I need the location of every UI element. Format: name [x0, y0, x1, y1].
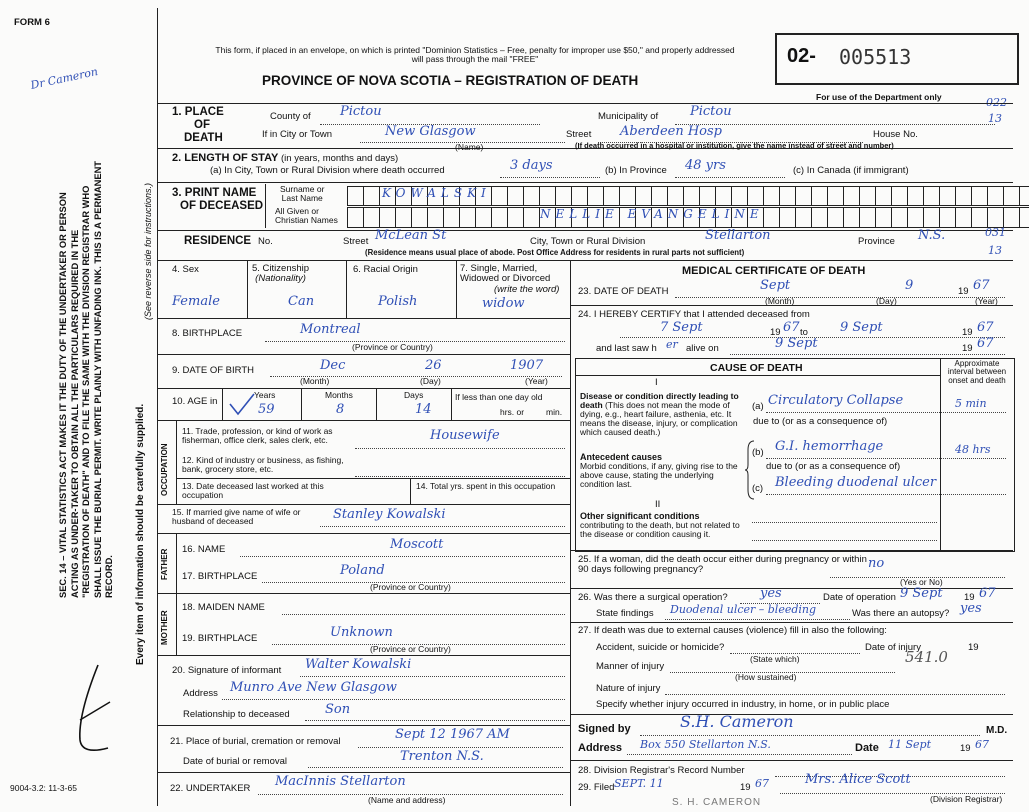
municipality-label: Municipality of [598, 111, 659, 122]
burial-date-line [308, 767, 563, 768]
mother-bp-label: 19. BIRTHPLACE [182, 633, 258, 644]
county-label: County of [270, 111, 311, 122]
rule [176, 533, 177, 593]
mail-notice: This form, if placed in an envelope, on which is printed "Dominion Statistics – Free, penalty for improper use $50," and properly addressed will pass through the mail "FREE" [215, 45, 735, 64]
surname-label-line: Last Name [281, 192, 323, 203]
attended-to-year: 67 [977, 320, 994, 335]
hospital-note: (If death occurred in a hospital or institution, give the name instead of street and number) [575, 141, 894, 150]
rule [575, 375, 940, 376]
informant-rel-line [305, 720, 565, 721]
min-label: min. [546, 407, 563, 417]
q27-label: 27. If death was due to external causes (violence) fill in also the following: [578, 625, 887, 636]
given-label-line: All Given or [275, 206, 319, 216]
attended-from-year: 67 [783, 320, 800, 335]
disease-label [580, 392, 745, 437]
marital-label-line: Widowed or Divorced [460, 273, 551, 285]
cause-a-label: (a) [752, 401, 764, 412]
given-label-line: Christian Names [275, 214, 338, 225]
rule [376, 388, 377, 420]
signed-date-label: Date [855, 742, 879, 754]
years-value: 59 [258, 402, 275, 417]
residence-province-value: N.S. [918, 228, 946, 243]
signed-value: S.H. Cameron [680, 712, 794, 731]
stay-a-value: 3 days [510, 158, 553, 173]
burial-place-label: 21. Place of burial, cremation or removal [170, 736, 341, 747]
interval-header: Approximate interval between onset and death [947, 359, 1007, 385]
icd-code: 541.0 [905, 648, 948, 666]
cause-a-interval: 5 min [955, 397, 987, 410]
dept-code-2: 13 [988, 112, 1002, 125]
racial-value: Polish [378, 294, 418, 309]
surname-label [280, 185, 324, 203]
stay-label-main: 2. LENGTH OF STAY [172, 152, 279, 164]
informant-addr-label: Address [183, 688, 218, 699]
rule [940, 358, 941, 550]
alive-year: 67 [977, 336, 994, 351]
dob-month-caption: (Month) [300, 376, 330, 386]
rule [265, 184, 266, 228]
citizenship-value: Can [288, 294, 315, 309]
q25-value: no [868, 556, 885, 571]
city-value: New Glasgow [385, 124, 476, 139]
signed-date-value: 11 Sept [888, 738, 932, 751]
rule [570, 622, 1013, 623]
nature-label: Nature of injury [596, 683, 661, 694]
stay-label [172, 152, 398, 164]
street-label: Street [566, 129, 592, 140]
stay-b-value: 48 yrs [685, 158, 726, 173]
residence-street-value: McLean St [375, 228, 447, 243]
op-date-year: 67 [979, 586, 996, 601]
rule [410, 478, 411, 504]
rule [570, 305, 1013, 306]
cause-b-interval: 48 hrs [955, 443, 991, 456]
other-line-1 [752, 522, 937, 523]
dob-day-caption: (Day) [420, 376, 441, 386]
informant-sig-line [300, 676, 565, 677]
rule [222, 388, 223, 420]
name-label [172, 187, 263, 213]
father-side-label: FATHER [160, 548, 169, 580]
lt-day-label: If less than one day old [455, 392, 543, 402]
rule [157, 655, 570, 656]
undertaker-caption: (Name and address) [368, 795, 446, 805]
stay-b-label: (b) In Province [605, 165, 667, 176]
registrar-caption: (Division Registrar) [930, 794, 1003, 804]
disease-label-main: Disease or condition directly leading to death [580, 391, 739, 410]
citizenship-label [252, 264, 309, 285]
cause-b-line [766, 458, 1006, 459]
undertaker-value: MacInnis Stellarton [275, 774, 406, 789]
rule [176, 593, 177, 655]
death-year-caption: (Year) [975, 296, 998, 306]
attended-from-prefix: 19 [770, 327, 781, 338]
attended-to-prefix: 19 [962, 327, 973, 338]
place-label-line: DEATH [184, 132, 223, 144]
months-label: Months [325, 390, 353, 400]
rule [157, 354, 570, 355]
months-value: 8 [336, 402, 345, 417]
other-conditions-note: contributing to the death, but not related to the disease or condition causing it. [580, 520, 740, 540]
signed-line [640, 735, 980, 736]
rule [157, 504, 570, 505]
rule [346, 260, 347, 318]
signed-label: Signed by [578, 723, 631, 735]
burial-place-value: Trenton N.S. [400, 749, 484, 764]
marital-label [460, 264, 559, 295]
specify-label: Specify whether injury occurred in industry, in home, or in public place [596, 699, 890, 710]
dept-use-label: For use of the Department only [816, 92, 942, 102]
accident-label: Accident, suicide or homicide? [596, 642, 725, 653]
reg-number: 005513 [839, 45, 912, 69]
surname-value: KOWALSKI [382, 186, 491, 200]
state-caption: (State which) [750, 654, 800, 664]
other-line-2 [752, 540, 937, 541]
rule [157, 230, 1013, 231]
death-year: 67 [973, 278, 990, 293]
cause-c-line [766, 494, 1006, 495]
dob-month: Dec [320, 358, 346, 373]
informant-rel-value: Son [325, 702, 351, 717]
marital-value: widow [482, 296, 525, 311]
op-date-value: 9 Sept [900, 586, 943, 601]
given-value: NELLIE EVANGELINE [540, 207, 764, 221]
nature-line [665, 694, 1005, 695]
age-label: 10. AGE in [172, 396, 218, 407]
rule [157, 725, 570, 726]
racial-label: 6. Racial Origin [353, 264, 418, 275]
q11-value: Housewife [430, 428, 500, 443]
age-check-mark [228, 392, 258, 416]
print-code: 9004-3.2: 11-3-65 [10, 783, 77, 793]
citizenship-label-line: (Nationality) [255, 273, 306, 285]
house-label: House No. [873, 129, 918, 140]
dob-label: 9. DATE OF BIRTH [172, 365, 254, 376]
cause-b-label: (b) [752, 447, 764, 458]
days-label: Days [404, 390, 424, 400]
residence-code-1: 031 [985, 226, 1006, 239]
informant-sig-label: 20. Signature of informant [172, 665, 282, 676]
marital-label-line: 7. Single, Married, [460, 263, 538, 274]
name-label-line: OF DECEASED [180, 200, 264, 212]
informant-sig-value: Walter Kowalski [305, 657, 412, 672]
citizenship-label-line: 5. Citizenship [252, 263, 310, 274]
father-name-value: Moscott [390, 537, 444, 552]
q11-label: 11. Trade, profession, or kind of work as fisherman, office clerk, sales clerk, etc. [182, 426, 333, 445]
rule [570, 550, 1013, 551]
rule [157, 593, 570, 594]
findings-value: Duodenal ulcer – bleeding [670, 603, 817, 616]
spouse-label: 15. If married give name of wife or husband of deceased [172, 507, 301, 526]
days-value: 14 [415, 402, 432, 417]
place-label-line: 1. PLACE [172, 106, 224, 118]
filed-year: 67 [755, 777, 769, 790]
surname-label-line: Surname or [280, 184, 325, 194]
md-label: M.D. [986, 725, 1008, 736]
residence-street-label: Street [343, 236, 369, 247]
filed-prefix: 19 [740, 782, 751, 793]
death-month: Sept [760, 278, 791, 293]
q24-label: 24. I HEREBY CERTIFY that I attended deceased from [578, 309, 810, 320]
residence-city-value: Stellarton [705, 228, 771, 243]
op-date-prefix: 19 [964, 592, 975, 603]
cause-title: CAUSE OF DEATH [710, 362, 803, 374]
mother-side-label: MOTHER [160, 610, 169, 645]
other-conditions-main: Other significant conditions [580, 511, 700, 521]
burial-date-value: Sept 12 1967 AM [395, 727, 510, 742]
antecedent-label [580, 453, 745, 489]
place-label-line: OF [194, 119, 210, 131]
rule [176, 478, 570, 479]
q25-label: 25. If a woman, did the death occur either during pregnancy or within 90 days following pregnancy? [578, 554, 867, 576]
residence-code-2: 13 [988, 244, 1002, 257]
signed-date-year: 67 [975, 738, 989, 751]
part-two: II [655, 499, 661, 510]
burial-date-label: Date of burial or removal [183, 756, 288, 767]
birthplace-value: Montreal [300, 322, 361, 337]
rule [157, 182, 1013, 183]
street-value: Aberdeen Hosp [620, 124, 722, 139]
filed-value: SEPT. 11 [614, 777, 664, 790]
alive-on-value: 9 Sept [775, 336, 818, 351]
every-item-margin-text: Every item of information should be carefully supplied. [135, 403, 146, 665]
cause-a-value: Circulatory Collapse [768, 393, 904, 408]
cause-a-line [766, 412, 1006, 413]
other-conditions-label [580, 512, 745, 539]
name-caption: (Name) [455, 142, 484, 152]
part-one: I [655, 377, 658, 388]
q13-label: 13. Date deceased last worked at this occupation [182, 481, 324, 500]
dob-year: 1907 [510, 358, 544, 373]
sex-label: 4. Sex [172, 264, 199, 275]
cause-b-value: G.I. hemorrhage [775, 439, 884, 454]
county-value: Pictou [340, 104, 382, 119]
given-label [275, 207, 338, 225]
rule [247, 260, 248, 318]
mother-bp-caption: (Province or Country) [370, 644, 451, 654]
mother-maiden-line [282, 614, 565, 615]
stay-a-line [500, 177, 600, 178]
birthplace-label: 8. BIRTHPLACE [172, 328, 243, 339]
antecedent-label-main: Antecedent causes [580, 452, 663, 462]
informant-addr-value: Munro Ave New Glasgow [230, 680, 397, 695]
hrs-label: hrs. or [500, 407, 525, 417]
dob-year-caption: (Year) [525, 376, 548, 386]
stay-label-sub: (in years, months and days) [281, 153, 399, 164]
alive-on-label: alive on [686, 343, 719, 354]
antecedent-note: Morbid conditions, if any, giving rise to the above cause, stating the underlying condition last. [580, 461, 738, 490]
municipality-value: Pictou [690, 104, 732, 119]
residence-label: RESIDENCE [184, 235, 252, 247]
dob-day: 26 [425, 358, 442, 373]
spouse-value: Stanley Kowalski [333, 507, 446, 522]
how-caption: (How sustained) [735, 672, 797, 682]
city-label: If in City or Town [262, 129, 333, 140]
years-label: Years [254, 390, 276, 400]
stamp-text: S. H. CAMERON [672, 797, 762, 808]
death-day-caption: (Day) [876, 296, 897, 306]
marital-label-line: (write the word) [494, 283, 560, 295]
sec14-margin-text: SEC. 14 – VITAL STATISTICS ACT MAKES IT THE DUTY OF THE UNDERTAKER OR PERSON ACTING AS UNDER-TAKER TO OBTAIN ALL THE PARTICULARS REQUIRED IN THE "REGISTRATION OF DEATH" AND TO FILE THE SAME WITH THE DIVISION REGISTRAR WHO SHALL ISSUE THE BURIAL PERMIT. WRITE PLAINLY WITH UNFADING INK. THIS IS A PERMANENT RECORD. [58, 161, 114, 598]
name-label-line: 3. PRINT NAME [172, 187, 257, 199]
q11-line [355, 448, 565, 449]
q23-line [675, 297, 1005, 298]
attended-to: 9 Sept [840, 320, 883, 335]
residence-no-label: No. [258, 236, 273, 247]
death-month-caption: (Month) [765, 296, 795, 306]
corner-note: Dr Cameron [29, 65, 100, 92]
rule [157, 772, 570, 773]
rule [157, 103, 1013, 104]
informant-rel-label: Relationship to deceased [183, 709, 290, 720]
rule [157, 260, 1013, 261]
medical-title: MEDICAL CERTIFICATE OF DEATH [682, 265, 866, 277]
findings-line [665, 619, 850, 620]
due-to-b: due to (or as a consequence of) [766, 461, 901, 472]
rule [157, 533, 570, 534]
occupation-side-label: OCCUPATION [160, 443, 169, 496]
rule [301, 388, 302, 420]
column-divider [570, 260, 571, 806]
death-day: 9 [905, 278, 914, 293]
findings-label: State findings [596, 608, 654, 619]
signed-date-prefix: 19 [960, 743, 971, 754]
corner-mark [68, 660, 118, 760]
last-saw-label: and last saw h [596, 343, 657, 354]
municipality-line [675, 124, 995, 125]
q28-label: 28. Division Registrar's Record Number [578, 765, 745, 776]
q29-label: 29. Filed [578, 782, 615, 793]
attended-to-label: to [800, 327, 808, 338]
sex-value: Female [172, 294, 220, 309]
signed-addr-value: Box 550 Stellarton N.S. [640, 738, 771, 751]
rule [157, 318, 570, 319]
death-year-prefix: 19 [958, 286, 969, 297]
see-reverse-margin-text: (See reverse side for instructions.) [143, 182, 153, 320]
q12-line [355, 476, 565, 477]
place-label [172, 106, 224, 145]
father-bp-value: Poland [340, 563, 385, 578]
cause-c-label: (c) [752, 483, 764, 494]
residence-note: (Residence means usual place of abode. Post Office Address for residents in rural parts not sufficient) [365, 248, 745, 257]
rule [456, 260, 457, 318]
stay-a-label: (a) In City, Town or Rural Division where death occurred [210, 165, 445, 176]
q26-value: yes [760, 586, 782, 601]
stay-c-label: (c) In Canada (if immigrant) [793, 165, 909, 176]
autopsy-label: Was there an autopsy? [852, 608, 950, 619]
autopsy-value: yes [960, 601, 982, 616]
mother-maiden-label: 18. MAIDEN NAME [182, 602, 265, 613]
q23-label: 23. DATE OF DEATH [578, 286, 669, 297]
signed-addr-label: Address [578, 742, 623, 754]
q26-label: 26. Was there a surgical operation? [578, 592, 728, 603]
mother-bp-value: Unknown [330, 625, 393, 640]
q12-label: 12. Kind of industry or business, as fishing, bank, grocery store, etc. [182, 455, 344, 474]
rule [570, 588, 1013, 589]
injury-date-prefix: 19 [968, 642, 979, 653]
residence-province-label: Province [858, 236, 895, 247]
registrar-signature: Mrs. Alice Scott [805, 772, 911, 787]
birthplace-caption: (Province or Country) [352, 342, 433, 352]
dept-code-1: 022 [986, 96, 1007, 109]
father-bp-caption: (Province or Country) [370, 582, 451, 592]
residence-city-label: City, Town or Rural Division [530, 236, 646, 247]
registration-number-box [775, 33, 1019, 85]
cause-c-value: Bleeding duodenal ulcer [775, 475, 937, 490]
stay-b-line [675, 177, 785, 178]
last-saw-value: er [666, 338, 678, 351]
informant-addr-line [222, 699, 565, 700]
op-date-label: Date of operation [823, 592, 896, 603]
manner-label: Manner of injury [596, 661, 665, 672]
due-to-a: due to (or as a consequence of) [753, 416, 888, 427]
rule [570, 760, 1013, 761]
rule [157, 420, 570, 421]
form-number: FORM 6 [14, 17, 50, 28]
father-bp-label: 17. BIRTHPLACE [182, 571, 258, 582]
injury-date-label: Date of injury [865, 642, 921, 653]
q14-label: 14. Total yrs. spent in this occupation [416, 481, 556, 491]
rule [157, 388, 570, 389]
margin-rule [157, 8, 158, 806]
disease-note: (This does not mean the mode of dying, e.g., heart failure, asthenia, etc. It means the disease, injury, or complication which caused death.) [580, 399, 738, 437]
reg-prefix: 02- [787, 45, 816, 67]
form-title: PROVINCE OF NOVA SCOTIA – REGISTRATION OF DEATH [262, 73, 639, 88]
rule [176, 420, 177, 504]
alive-prefix: 19 [962, 343, 973, 354]
spouse-line [320, 526, 565, 527]
signed-addr-line [627, 754, 852, 755]
attended-from: 7 Sept [660, 320, 703, 335]
rule [451, 388, 452, 420]
father-name-label: 16. NAME [182, 544, 226, 555]
q25-caption: (Yes or No) [900, 577, 943, 587]
burial-place-line [358, 747, 563, 748]
father-name-line [240, 556, 565, 557]
undertaker-label: 22. UNDERTAKER [170, 783, 251, 794]
